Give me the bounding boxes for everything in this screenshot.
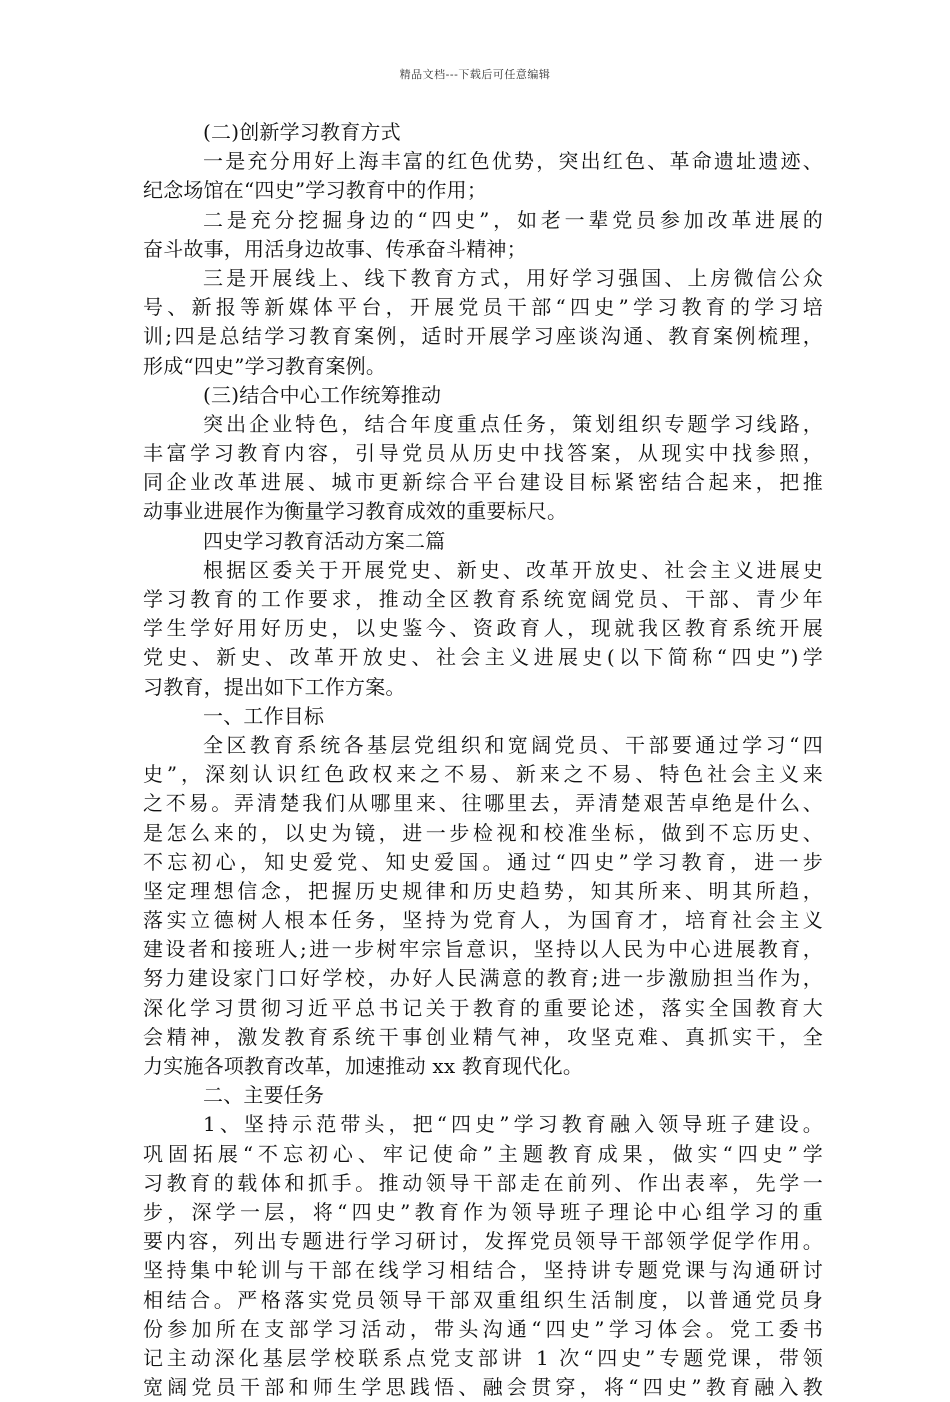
paragraph-line: 同企业改革进展、城市更新综合平台建设目标紧密结合起来，把推 <box>143 470 823 495</box>
paragraph-line: 份参加所在支部学习活动，带头沟通“四史”学习体会。党工委书 <box>143 1316 823 1341</box>
paragraph-line: 史”，深刻认识红色政权来之不易、新来之不易、特色社会主义来 <box>143 762 823 787</box>
paragraph-line: 努力建设家门口好学校，办好人民满意的教育;进一步激励担当作为， <box>143 966 823 991</box>
paragraph-line: 会精神，激发教育系统干事创业精气神，攻坚克难、真抓实干，全 <box>143 1024 823 1049</box>
paragraph-line: 三是开展线上、线下教育方式，用好学习强国、上房微信公众 <box>203 265 823 290</box>
paragraph-line: 学习教育的工作要求，推动全区教育系统宽阔党员、干部、青少年 <box>143 587 823 611</box>
section-heading: 一、工作目标 <box>203 703 325 728</box>
paragraph-line: 是怎么来的，以史为镜，进一步检视和校准坐标，做到不忘历史、 <box>143 820 823 845</box>
paragraph-line: 落实立德树人根本任务，坚持为党育人，为国育才，培育社会主义 <box>143 908 823 933</box>
paragraph-line: 丰富学习教育内容，引导党员从历史中找答案，从现实中找参照， <box>143 441 823 466</box>
paragraph-line: 纪念场馆在“四史”学习教育中的作用； <box>143 178 488 203</box>
paragraph-line: 相结合。严格落实党员领导干部双重组织生活制度，以普通党员身 <box>143 1287 823 1312</box>
paragraph-line: 不忘初心，知史爱党、知史爱国。通过“四史”学习教育，进一步 <box>143 849 823 874</box>
paragraph-line: 训;四是总结学习教育案例，适时开展学习座谈沟通、教育案例梳理， <box>143 324 823 349</box>
paragraph-line: 习教育，提出如下工作方案。 <box>143 674 406 699</box>
paragraph-line: 之不易。弄清楚我们从哪里来、往哪里去，弄清楚艰苦卓绝是什么、 <box>143 791 823 816</box>
paragraph-line: 坚持集中轮训与干部在线学习相结合，坚持讲专题党课与沟通研讨 <box>143 1258 823 1283</box>
paragraph-line: 步，深学一层，将“四史”教育作为领导班子理论中心组学习的重 <box>143 1199 823 1224</box>
paragraph-line: 全区教育系统各基层党组织和宽阔党员、干部要通过学习“四 <box>203 732 823 757</box>
paragraph-line: 形成“四史”学习教育案例。 <box>143 353 387 378</box>
paragraph-line: 一是充分用好上海丰富的红色优势，突出红色、革命遗址遗迹、 <box>203 149 823 174</box>
section-heading: (二)创新学习教育方式 <box>203 120 401 144</box>
paragraph-line: 根据区委关于开展党史、新史、改革开放史、社会主义进展史 <box>203 557 823 582</box>
paragraph-line: 记主动深化基层学校联系点党支部讲 1 次“四史”专题党课，带领 <box>143 1345 823 1370</box>
paragraph-line: 号、新报等新媒体平台，开展党员干部“四史”学习教育的学习培 <box>143 295 823 320</box>
paragraph-line: 习教育的载体和抓手。推动领导干部走在前列、作出表率，先学一 <box>143 1170 823 1195</box>
paragraph-line: 1、坚持示范带头，把“四史”学习教育融入领导班子建设。 <box>203 1112 823 1137</box>
section-heading: 二、主要任务 <box>203 1083 325 1108</box>
paragraph-line: 学生学好用好历史，以史鉴今、资政育人，现就我区教育系统开展 <box>143 616 823 641</box>
paragraph-line: 突出企业特色，结合年度重点任务，策划组织专题学习线路， <box>203 411 823 436</box>
paragraph-line: 宽阔党员干部和师生学思践悟、融会贯穿，将“四史”教育融入教 <box>143 1375 823 1400</box>
paragraph-line: 力实施各项教育改革，加速推动 xx 教育现代化。 <box>143 1054 584 1078</box>
section-heading: 四史学习教育活动方案二篇 <box>203 528 446 553</box>
section-heading: (三)结合中心工作统筹推动 <box>203 382 442 407</box>
paragraph-line: 党史、新史、改革开放史、社会主义进展史(以下简称“四史”)学 <box>143 645 823 670</box>
paragraph-line: 动事业进展作为衡量学习教育成效的重要标尺。 <box>143 499 568 524</box>
paragraph-line: 奋斗故事，用活身边故事、传承奋斗精神； <box>143 236 527 261</box>
paragraph-line: 要内容，列出专题进行学习研讨，发挥党员领导干部领学促学作用。 <box>143 1229 823 1254</box>
paragraph-line: 二是充分挖掘身边的“四史”，如老一辈党员参加改革进展的 <box>203 207 823 232</box>
paragraph-line: 巩固拓展“不忘初心、牢记使命”主题教育成果，做实“四史”学 <box>143 1141 823 1166</box>
page-header-watermark: 精品文档---下载后可任意编辑 <box>399 68 551 81</box>
paragraph-line: 坚定理想信念，把握历史规律和历史趋势，知其所来、明其所趋， <box>143 878 823 903</box>
paragraph-line: 深化学习贯彻习近平总书记关于教育的重要论述，落实全国教育大 <box>143 995 823 1020</box>
paragraph-line: 建设者和接班人;进一步树牢宗旨意识，坚持以人民为中心进展教育， <box>143 937 823 962</box>
document-body <box>143 118 823 1402</box>
